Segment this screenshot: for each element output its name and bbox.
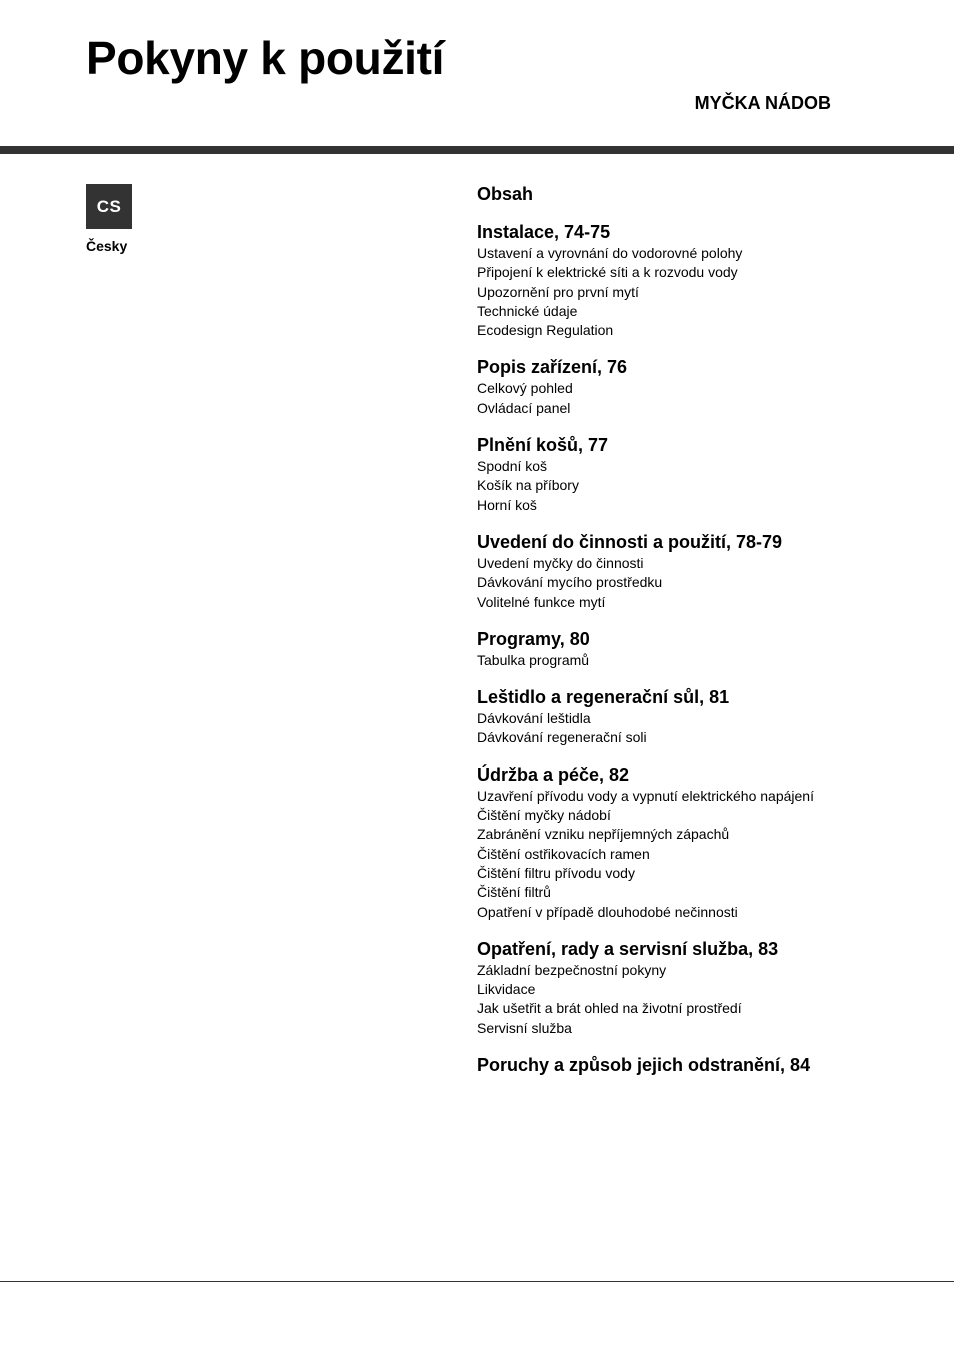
language-badge: CS <box>86 184 132 229</box>
toc-item: Likvidace <box>477 981 536 998</box>
toc-section-title: Instalace, 74-75 <box>477 222 611 242</box>
toc-item: Jak ušetřit a brát ohled na životní prostředí <box>477 1000 742 1017</box>
toc-section-title: Údržba a péče, 82 <box>477 764 630 785</box>
toc-item: Tabulka programů <box>477 651 590 668</box>
toc-item-list <box>477 379 927 418</box>
toc-section <box>477 530 927 612</box>
toc-item: Technické údaje <box>477 302 578 319</box>
toc-item-list <box>477 709 927 748</box>
toc-item: Čištění filtrů <box>477 884 551 901</box>
toc-item: Uvedení myčky do činnosti <box>477 554 644 571</box>
toc-section-title: Opatření, rady a servisní služba, 83 <box>477 938 779 959</box>
toc-section <box>477 685 927 748</box>
toc-item-list <box>477 787 927 922</box>
toc-heading: Obsah <box>477 184 534 204</box>
toc-item: Připojení k elektrické síti a k rozvodu vody <box>477 264 738 281</box>
toc-section <box>477 355 927 418</box>
toc-item: Horní koš <box>477 496 537 513</box>
toc-item: Košík na příbory <box>477 477 579 494</box>
toc-item-list <box>477 244 927 340</box>
toc-item-list <box>477 554 927 612</box>
toc-item: Servisní služba <box>477 1019 572 1036</box>
toc-item: Dávkování leštidla <box>477 710 591 727</box>
toc-item: Ovládací panel <box>477 399 571 416</box>
toc-item: Spodní koš <box>477 458 548 475</box>
toc-item-list <box>477 457 927 515</box>
toc-section-title: Leštidlo a regenerační sůl, 81 <box>477 687 730 708</box>
toc-item: Uzavření přívodu vody a vypnutí elektrického napájení <box>477 787 814 804</box>
toc-item-list <box>477 961 927 1038</box>
toc-section-title: Uvedení do činnosti a použití, 78-79 <box>477 531 783 552</box>
toc-item: Opatření v případě dlouhodobé nečinnosti <box>477 903 738 920</box>
toc-item: Zabránění vzniku nepříjemných zápachů <box>477 826 730 843</box>
toc-item: Čištění filtru přívodu vody <box>477 864 635 881</box>
toc-section <box>477 220 927 340</box>
toc-item: Základní bezpečnostní pokyny <box>477 961 667 978</box>
toc-item-list <box>477 651 927 670</box>
footer-divider <box>0 1281 954 1282</box>
table-of-contents <box>477 182 927 1092</box>
toc-section <box>477 433 927 515</box>
toc-section <box>477 937 927 1038</box>
toc-item: Ustavení a vyrovnání do vodorovné polohy <box>477 245 743 261</box>
product-name: MYČKA NÁDOB <box>694 93 831 113</box>
toc-item: Upozornění pro první mytí <box>477 283 639 300</box>
toc-item: Čištění myčky nádobí <box>477 807 611 824</box>
page-title: Pokyny k použití <box>86 32 445 84</box>
toc-sections <box>477 220 927 1077</box>
toc-section <box>477 763 927 922</box>
toc-item: Dávkování regenerační soli <box>477 729 647 746</box>
toc-item: Čištění ostřikovacích ramen <box>477 845 650 862</box>
header-divider <box>0 146 954 154</box>
language-label: Česky <box>86 238 128 254</box>
toc-item: Dávkování mycího prostředku <box>477 574 663 591</box>
toc-section-title: Poruchy a způsob jejich odstranění, 84 <box>477 1055 811 1076</box>
toc-section-title: Programy, 80 <box>477 628 590 649</box>
toc-item: Volitelné funkce mytí <box>477 593 606 610</box>
toc-item: Celkový pohled <box>477 380 573 397</box>
toc-section-title: Plnění košů, 77 <box>477 435 609 456</box>
toc-section <box>477 627 927 670</box>
toc-item: Ecodesign Regulation <box>477 322 614 339</box>
toc-section <box>477 1053 927 1077</box>
toc-section-title: Popis zařízení, 76 <box>477 357 628 378</box>
